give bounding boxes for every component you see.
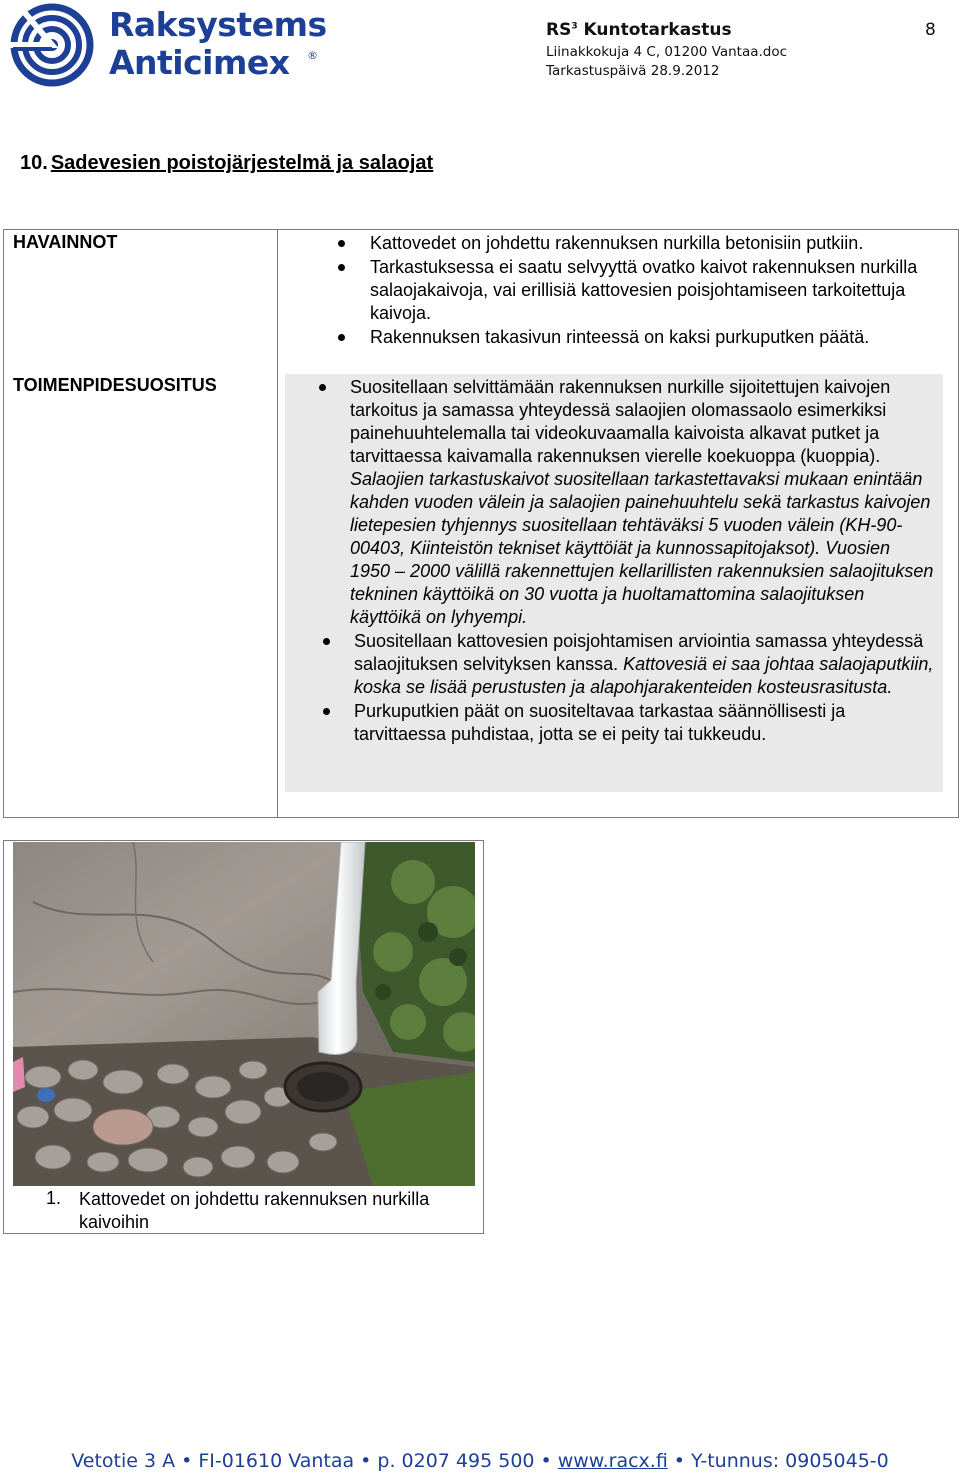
footer-separator: •	[181, 1450, 193, 1472]
logo-mark-icon	[5, 3, 101, 87]
section-number: 10.	[20, 152, 48, 174]
footer-separator: •	[540, 1450, 552, 1472]
section-title: Sadevesien poistojärjestelmä ja salaojat	[50, 152, 434, 174]
title-superscript: 3	[571, 21, 578, 32]
list-item	[350, 700, 935, 746]
caption-number: 1.	[46, 1188, 62, 1208]
inspection-date: Tarkastuspäivä 28.9.2012	[546, 63, 720, 79]
list-item: Kattovedet on johdettu rakennuksen nurkilla betonisiin putkiin.	[370, 232, 950, 255]
document-address: Liinakkokuja 4 C, 01200 Vantaa.doc	[546, 44, 788, 60]
logo-text-raksystems: Raksystems	[109, 5, 327, 44]
list-item	[350, 630, 935, 699]
footer-separator: •	[673, 1450, 686, 1472]
recommendation-text: Purkuputkien päät on suositeltavaa tarkastaa säännöllisesti ja tarvittaessa puhdistaa, jotta se ei peity tai tukkeudu.	[354, 701, 846, 744]
list-item: Tarkastuksessa ei saatu selvyyttä ovatko kaivot rakennuksen nurkilla salaojakaivoja, vai erillisiä kattovesien poisjohtamiseen tarkoitettuja kaivoja.	[370, 256, 950, 325]
recommendation-italic-text: Kattovesiä ei saa johtaa salaojaputkiin, koska se lisää perustusten ja alapohjarakenteiden kosteusrasitusta.	[354, 654, 934, 697]
downspout-photo-image	[13, 842, 475, 1186]
title-rest: Kuntotarkastus	[577, 20, 732, 40]
page-number: 8	[925, 20, 936, 40]
footer-separator: •	[360, 1450, 372, 1472]
footer-phone: p. 0207 495 500	[377, 1450, 535, 1472]
list-item: Rakennuksen takasivun rinteessä on kaksi purkuputken päätä.	[370, 326, 950, 349]
downspout-photo	[13, 842, 475, 1186]
company-logo	[5, 3, 325, 87]
page-footer	[0, 1450, 960, 1472]
document-title	[546, 20, 732, 40]
footer-business-id: Y-tunnus: 0905045-0	[691, 1450, 889, 1472]
footer-website-link[interactable]: www.racx.fi	[557, 1450, 668, 1472]
footer-city: FI-01610 Vantaa	[198, 1450, 355, 1472]
havainnot-label: HAVAINNOT	[13, 232, 118, 252]
havainnot-list	[370, 232, 950, 350]
photo-caption: Kattovedet on johdettu rakennuksen nurkilla kaivoihin	[79, 1189, 430, 1232]
logo-text-anticimex: Anticimex	[109, 43, 290, 82]
list-item	[350, 376, 935, 629]
recommendation-text: Suositellaan selvittämään rakennuksen nurkille sijoitettujen kaivojen tarkoitus ja samassa yhteydessä salaojien olomassaolo esimerkiksi painehuuhtelemalla tai videokuvaamalla kaivoista alkavat putket ja tarvittaessa kaivamalla rakennuksen vierelle koekuoppa (kuoppia).	[350, 377, 891, 466]
registered-mark: ®	[307, 49, 318, 62]
toimenpidesuositus-label: TOIMENPIDESUOSITUS	[13, 375, 217, 395]
table-column-divider	[277, 229, 278, 818]
section-heading	[20, 152, 433, 175]
suositus-list	[350, 376, 935, 747]
recommendation-italic-text: Salaojien tarkastuskaivot suositellaan tarkastettavaksi mukaan enintään kahden vuoden välein ja salaojien painehuuhtelu sekä tarkastus kaivojen lietepesien tyhjennys suositellaan tehtäväksi 5 vuoden välein (KH-90-00403, Kiinteistön tekniset käyttöiät ja kunnossapitojaksot). Vuosien 1950 – 2000 välillä rakennettujen kellarillisten rakennuksien salaojituksen tekninen käyttöikä on 30 vuotta ja huoltamattomina salaojituksen käyttöikä on lyhyempi.	[350, 469, 934, 627]
title-rs: RS	[546, 20, 572, 40]
footer-street: Vetotie 3 A	[71, 1450, 176, 1472]
recommendation-text: Suositellaan kattovesien poisjohtamisen arviointia samassa yhteydessä salaojituksen selvityksen kanssa.	[354, 631, 924, 674]
